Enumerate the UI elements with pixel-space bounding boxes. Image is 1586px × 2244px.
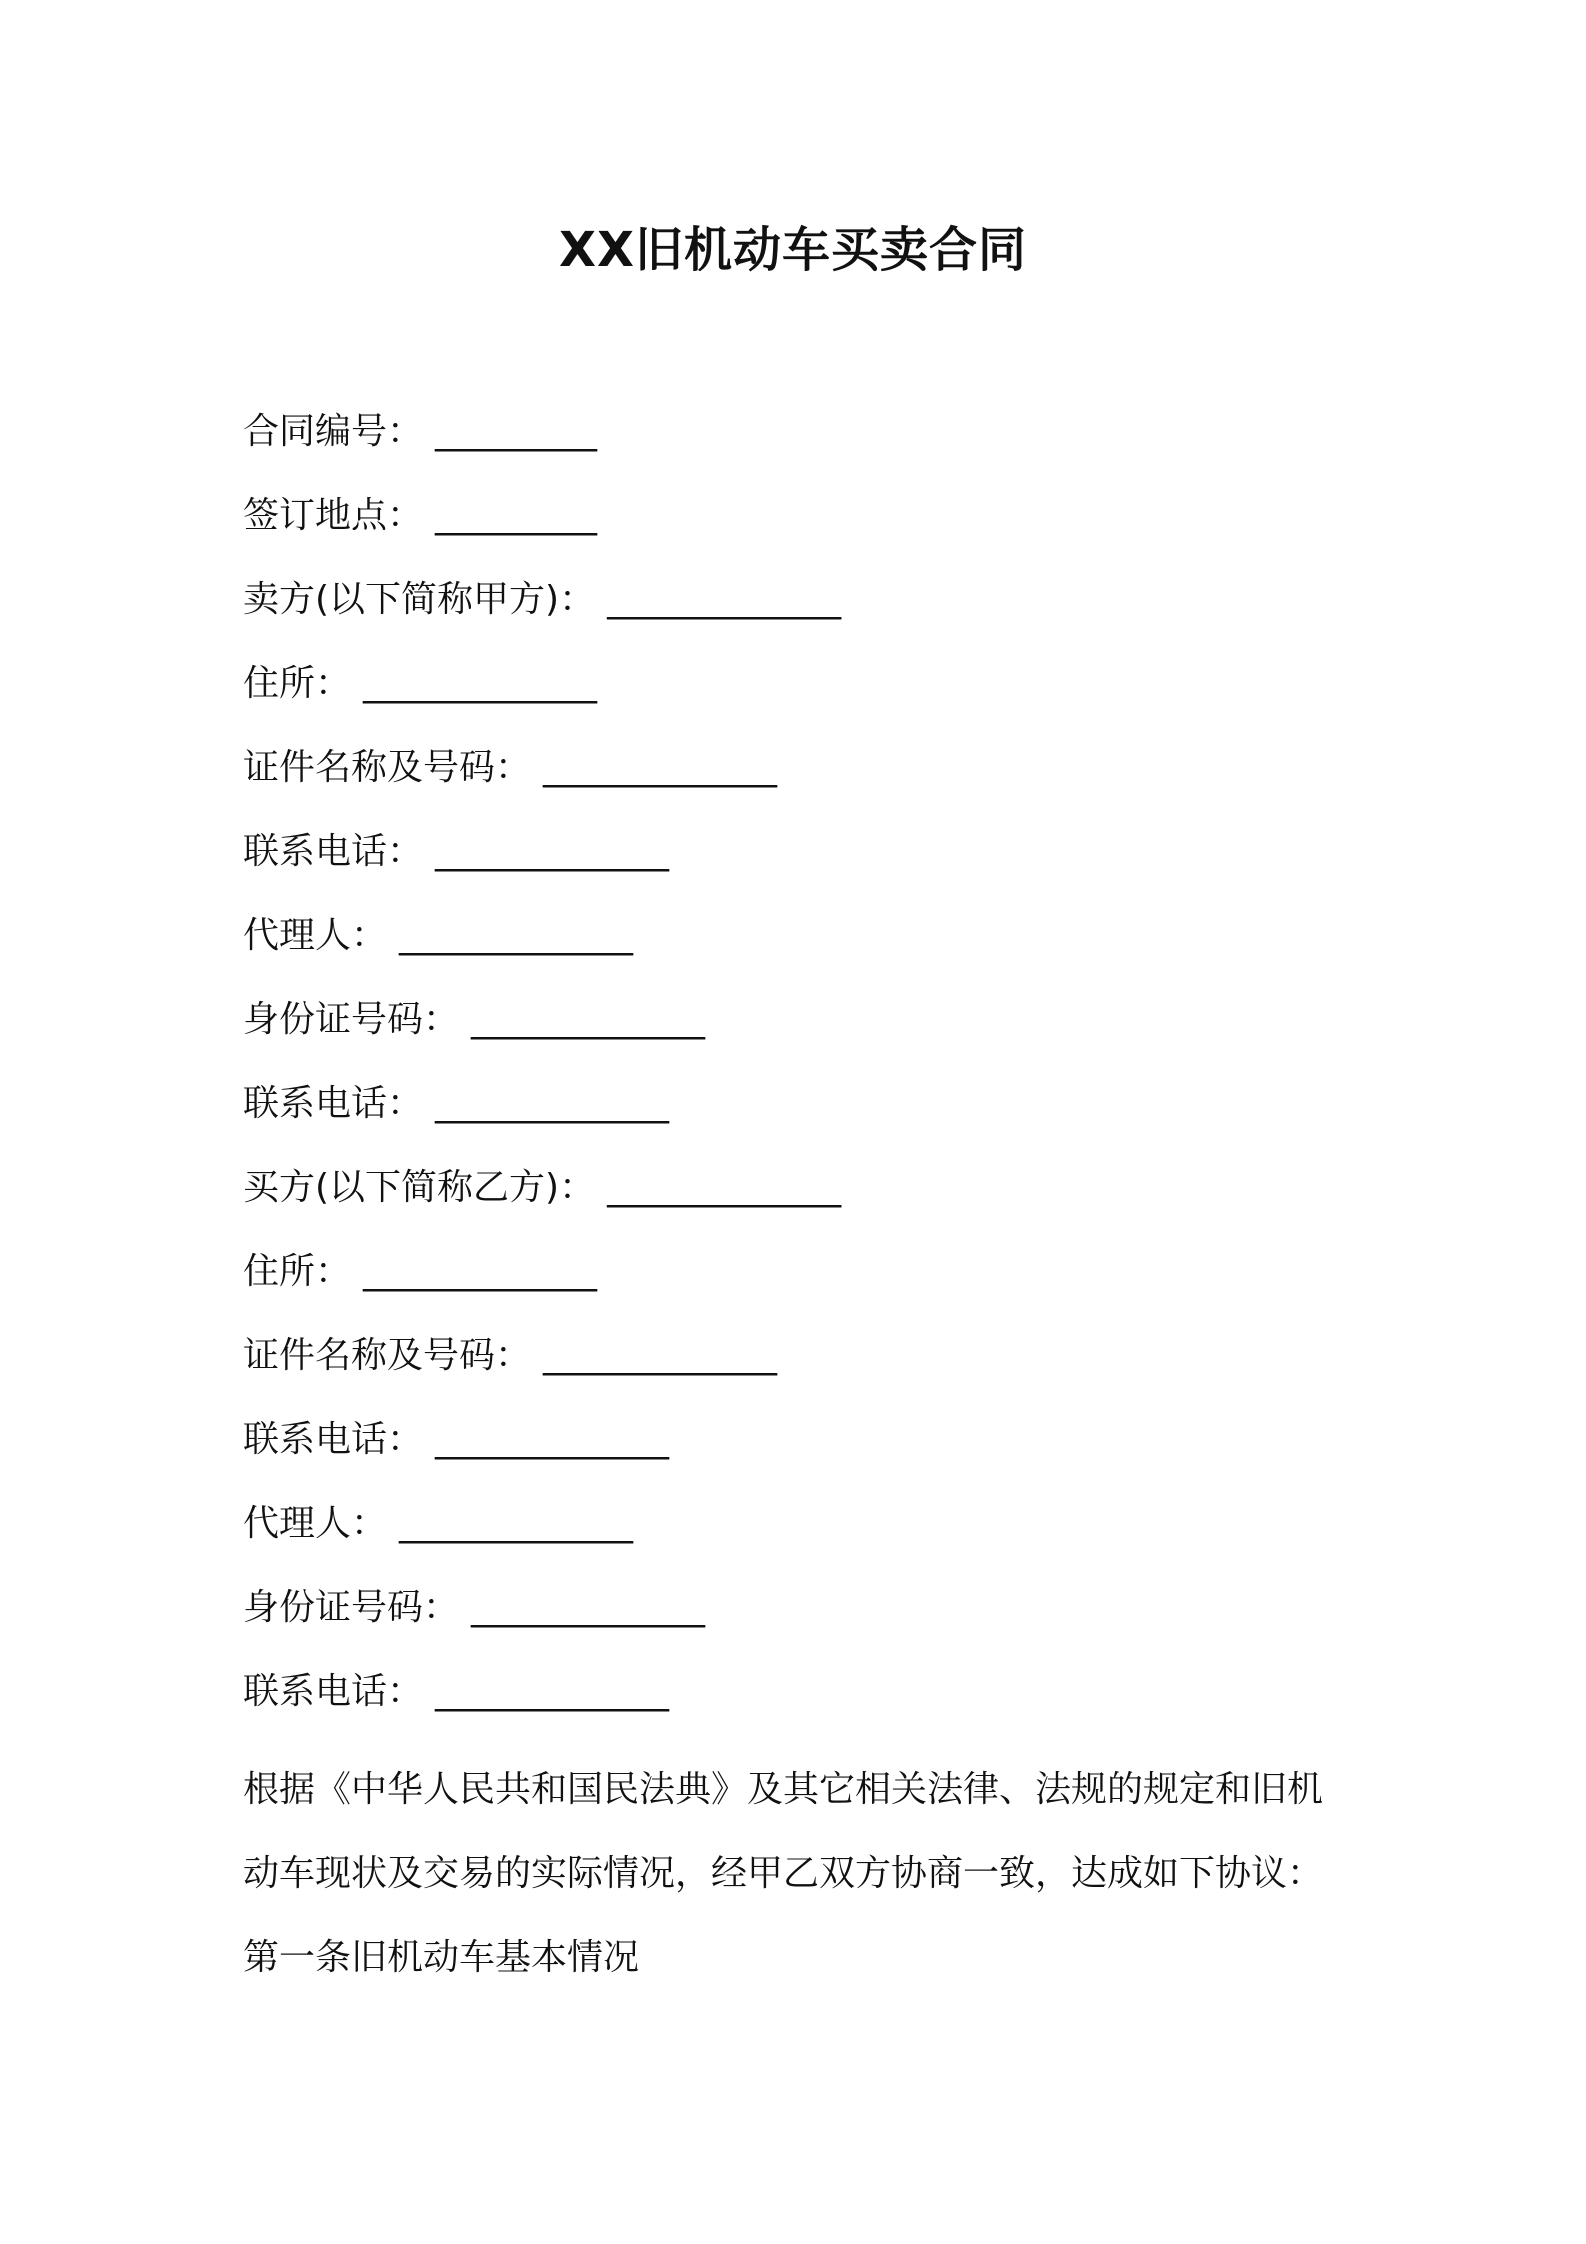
field-buyer-address — [243, 1244, 1363, 1328]
field-label: 住所 — [243, 1251, 316, 1292]
field-separator: ： — [387, 1419, 424, 1460]
field-seller-agent-phone — [243, 1076, 1363, 1160]
field-seller — [243, 572, 1363, 656]
preamble-line-1: 根据《中华人民共和国民法典》及其它相关法律、法规的规定和旧机 — [243, 1769, 1324, 1810]
field-separator: ： — [559, 1167, 596, 1208]
field-separator: ： — [495, 747, 532, 788]
field-label: 签订地点 — [243, 495, 388, 536]
field-separator: ： — [351, 915, 388, 956]
section-heading: 第一条旧机动车基本情况 — [243, 1937, 640, 1978]
fill-blank: _____________ — [471, 1587, 706, 1628]
field-buyer-agent — [243, 1496, 1363, 1580]
fill-blank: _____________ — [399, 915, 634, 956]
fill-blank: _____________ — [543, 1335, 778, 1376]
field-label: 身份证号码 — [243, 999, 424, 1040]
fill-blank: _____________ — [435, 1671, 670, 1712]
field-label: 联系电话 — [243, 1083, 388, 1124]
field-label: 卖方(以下简称甲方) — [243, 579, 560, 620]
fill-blank: _____________ — [607, 579, 842, 620]
field-label: 联系电话 — [243, 1671, 388, 1712]
field-separator: ： — [315, 663, 352, 704]
field-signing-place — [243, 488, 1363, 572]
fill-blank: _________ — [435, 495, 598, 536]
field-seller-agent — [243, 908, 1363, 992]
field-separator: ： — [387, 495, 424, 536]
field-separator: ： — [387, 411, 424, 452]
field-separator: ： — [351, 1503, 388, 1544]
field-label: 身份证号码 — [243, 1587, 424, 1628]
field-label: 证件名称及号码 — [243, 747, 496, 788]
field-buyer-phone — [243, 1412, 1363, 1496]
fill-blank: _________ — [435, 411, 598, 452]
field-seller-phone — [243, 824, 1363, 908]
fill-blank: _____________ — [543, 747, 778, 788]
page-title: XX旧机动车买卖合同 — [558, 222, 1028, 278]
field-separator: ： — [387, 831, 424, 872]
fill-blank: _____________ — [435, 831, 670, 872]
field-label: 住所 — [243, 663, 316, 704]
field-seller-agent-id — [243, 992, 1363, 1076]
fill-blank: _____________ — [363, 663, 598, 704]
field-seller-id — [243, 740, 1363, 824]
field-seller-address — [243, 656, 1363, 740]
fill-blank: _____________ — [399, 1503, 634, 1544]
field-separator: ： — [423, 1587, 460, 1628]
field-label: 联系电话 — [243, 1419, 388, 1460]
field-separator: ： — [423, 999, 460, 1040]
field-buyer-agent-phone — [243, 1664, 1363, 1748]
fill-blank: _____________ — [471, 999, 706, 1040]
field-label: 代理人 — [243, 915, 352, 956]
fill-blank: _____________ — [363, 1251, 598, 1292]
field-separator: ： — [559, 579, 596, 620]
field-contract-number — [243, 404, 1363, 488]
field-label: 证件名称及号码 — [243, 1335, 496, 1376]
preamble-line-2: 动车现状及交易的实际情况，经甲乙双方协商一致，达成如下协议： — [243, 1853, 1324, 1894]
field-separator: ： — [387, 1671, 424, 1712]
field-buyer-agent-id — [243, 1580, 1363, 1664]
contract-body — [243, 404, 1363, 2000]
field-separator: ： — [387, 1083, 424, 1124]
field-label: 代理人 — [243, 1503, 352, 1544]
field-label: 联系电话 — [243, 831, 388, 872]
field-buyer — [243, 1160, 1363, 1244]
fill-blank: _____________ — [435, 1083, 670, 1124]
field-separator: ： — [315, 1251, 352, 1292]
fill-blank: _____________ — [435, 1419, 670, 1460]
field-label: 买方(以下简称乙方) — [243, 1167, 560, 1208]
field-separator: ： — [495, 1335, 532, 1376]
field-buyer-id — [243, 1328, 1363, 1412]
fill-blank: _____________ — [607, 1167, 842, 1208]
field-label: 合同编号 — [243, 411, 388, 452]
